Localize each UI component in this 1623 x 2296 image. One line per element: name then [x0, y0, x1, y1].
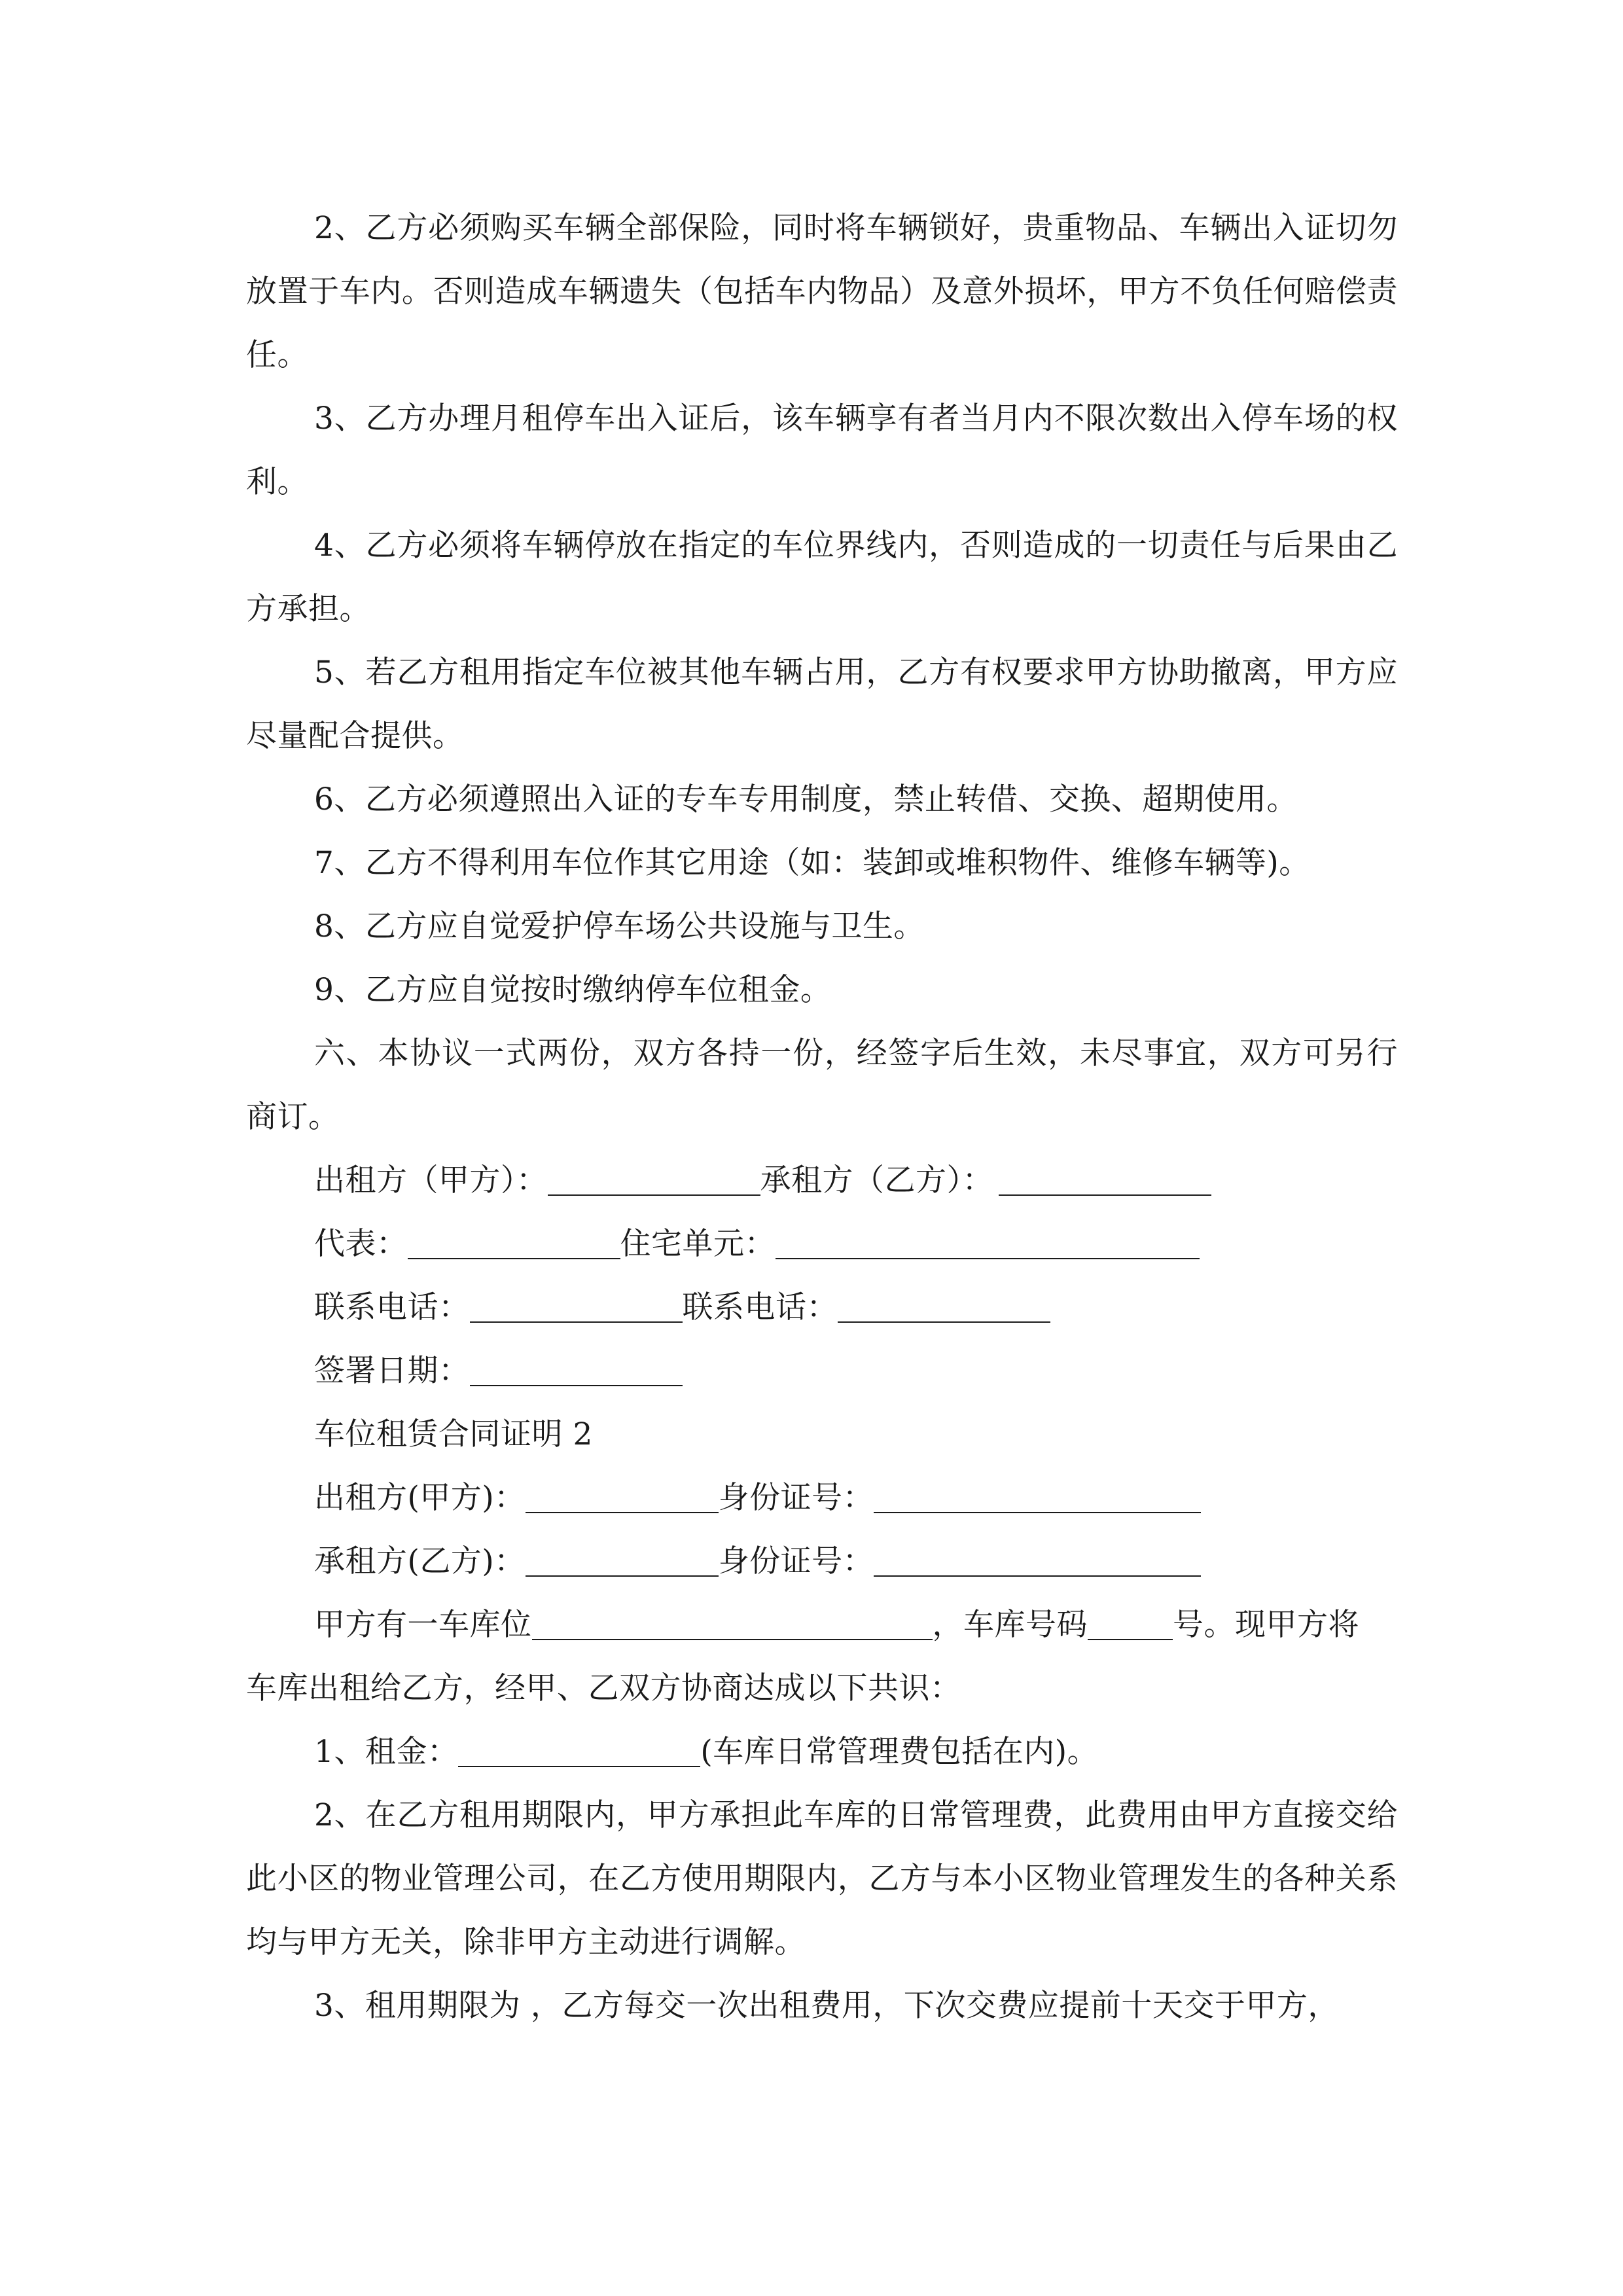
phone-label-1: 联系电话：	[314, 1289, 470, 1325]
document-page	[246, 196, 1398, 2037]
garage-suffix: 号。现甲方将	[1173, 1607, 1359, 1643]
rep-label: 代表：	[314, 1226, 408, 1262]
garage-number-blank[interactable]	[1088, 1601, 1173, 1640]
lessee-blank[interactable]	[999, 1157, 1211, 1196]
phone-blank-1[interactable]	[470, 1283, 683, 1323]
garage-location-blank[interactable]	[532, 1601, 933, 1640]
clause-4: 4、乙方必须将车辆停放在指定的车位界线内，否则造成的一切责任与后果由乙方承担。	[246, 528, 1398, 627]
contract-2-lessee-label: 承租方(乙方)：	[314, 1543, 526, 1579]
garage-prefix: 甲方有一车库位	[314, 1607, 532, 1643]
contract-2-lessor-line	[246, 1466, 1398, 1530]
contract-2-title: 车位租赁合同证明 2	[314, 1416, 593, 1452]
lessee-label: 承租方（乙方）：	[760, 1162, 993, 1198]
clause-2: 2、乙方必须购买车辆全部保险，同时将车辆锁好，贵重物品、车辆出入证切勿放置于车内。否则造成车辆遗失（包括车内物品）及意外损坏，甲方不负任何赔偿责任。	[246, 210, 1398, 373]
phone-blank-2[interactable]	[838, 1283, 1050, 1323]
lessor-label: 出租方（甲方）：	[314, 1162, 548, 1198]
rep-blank[interactable]	[408, 1220, 620, 1259]
clause-8: 8、乙方应自觉爱护停车场公共设施与卫生。	[314, 908, 925, 944]
clause-5: 5、若乙方租用指定车位被其他车辆占用，乙方有权要求甲方协助撤离，甲方应尽量配合提供。	[246, 655, 1398, 754]
contract-2-lessee-id-label: 身份证号：	[718, 1543, 874, 1579]
rent-suffix: (车库日常管理费包括在内)。	[700, 1734, 1099, 1770]
contract-2-garage-line	[246, 1593, 1398, 1657]
contract-2-rent-line	[246, 1720, 1398, 1784]
signature-rep-line	[246, 1212, 1398, 1276]
contract-2-lessee-line	[246, 1530, 1398, 1593]
clause-6: 6、乙方必须遵照出入证的专车专用制度，禁止转借、交换、超期使用。	[314, 781, 1298, 817]
clause-3: 3、乙方办理月租停车出入证后，该车辆享有者当月内不限次数出入停车场的权利。	[246, 401, 1398, 500]
phone-label-2: 联系电话：	[682, 1289, 838, 1325]
date-label: 签署日期：	[314, 1353, 470, 1389]
contract-2-clause-3: 3、租用期限为 ，乙方每交一次出租费用，下次交费应提前十天交于甲方，	[314, 1988, 1339, 2024]
signature-phone-line	[246, 1276, 1398, 1339]
contract-2-lessor-blank[interactable]	[526, 1474, 719, 1513]
contract-2-lessee-id-blank[interactable]	[874, 1537, 1201, 1577]
contract-2-lessor-id-blank[interactable]	[874, 1474, 1201, 1513]
rent-blank[interactable]	[458, 1728, 700, 1767]
signature-parties-line	[246, 1149, 1398, 1212]
unit-blank[interactable]	[776, 1220, 1200, 1259]
unit-label: 住宅单元：	[620, 1226, 776, 1262]
contract-2-lessor-id-label: 身份证号：	[718, 1480, 874, 1516]
date-blank[interactable]	[470, 1347, 683, 1386]
contract-2-lessee-blank[interactable]	[526, 1537, 719, 1577]
garage-mid: ，车库号码	[932, 1607, 1088, 1643]
contract-2-lessor-label: 出租方(甲方)：	[314, 1480, 526, 1516]
garage-line-2: 车库出租给乙方，经甲、乙双方协商达成以下共识：	[246, 1670, 961, 1706]
contract-2-clause-2: 2、在乙方租用期限内，甲方承担此车库的日常管理费，此费用由甲方直接交给此小区的物业管理公司，在乙方使用期限内，乙方与本小区物业管理发生的各种关系均与甲方无关，除非甲方主动进行调解。	[246, 1797, 1398, 1960]
clause-7: 7、乙方不得利用车位作其它用途（如：装卸或堆积物件、维修车辆等)。	[314, 845, 1310, 881]
rent-prefix: 1、租金：	[314, 1734, 459, 1770]
clause-six-copies: 六、本协议一式两份，双方各持一份，经签字后生效，未尽事宜，双方可另行商订。	[246, 1035, 1398, 1135]
lessor-blank[interactable]	[548, 1157, 760, 1196]
clause-9: 9、乙方应自觉按时缴纳停车位租金。	[314, 972, 832, 1008]
signature-date-line	[246, 1339, 1398, 1403]
